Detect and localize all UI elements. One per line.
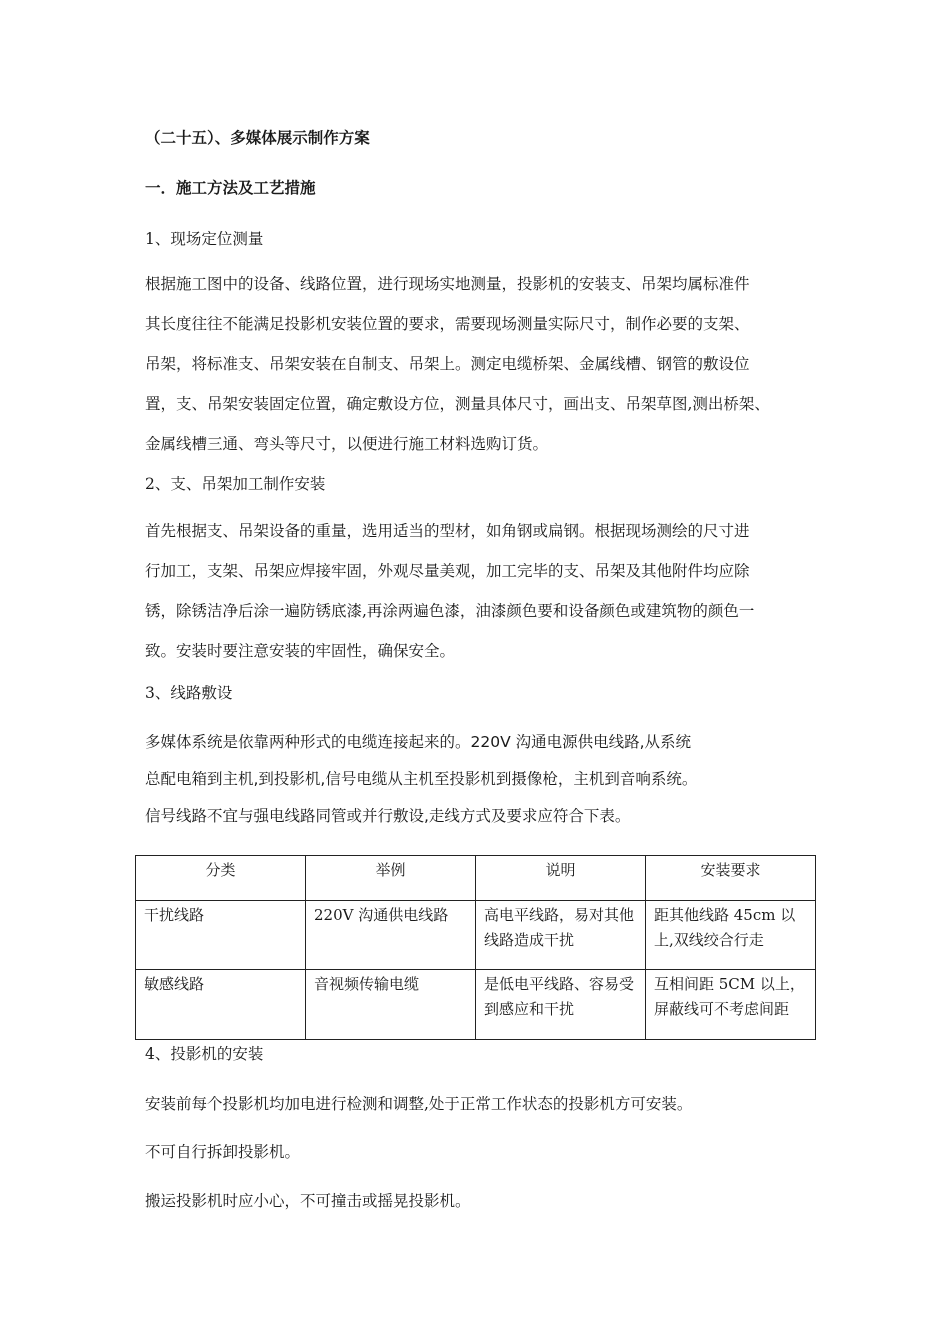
table-cell: 220V 沟通供电线路	[306, 900, 476, 970]
text-line: 首先根据支、吊架设备的重量，选用适当的型材，如角钢或扁钢。根据现场测绘的尺寸进	[145, 522, 750, 540]
subheading-cable-laying: 3、线路敷设	[145, 684, 233, 702]
heading-construction-methods: 一．施工方法及工艺措施	[145, 178, 316, 197]
text-line: 信号线路不宜与强电线路同管或并行敷设,走线方式及要求应符合下表。	[145, 807, 631, 825]
paragraph-cable-laying	[145, 728, 813, 839]
table-header-row	[136, 856, 816, 901]
text-line: 总配电箱到主机,到投影机,信号电缆从主机至投影机到摄像枪，主机到音响系统。	[145, 770, 698, 788]
table-header-cell: 举例	[306, 856, 476, 901]
paragraph-bracket-fabrication	[145, 520, 813, 680]
table-row	[136, 900, 816, 970]
wiring-requirements-table	[135, 855, 816, 1040]
subheading-projector-install: 4、投影机的安装	[145, 1045, 264, 1063]
text-line: 根据施工图中的设备、线路位置，进行现场实地测量，投影机的安装支、吊架均属标准件	[145, 275, 750, 293]
table-cell: 敏感线路	[136, 970, 306, 1040]
table-header-cell: 分类	[136, 856, 306, 901]
text-line: 金属线槽三通、弯头等尺寸，以便进行施工材料选购订货。	[145, 435, 549, 453]
text-line: 置，支、吊架安装固定位置，确定敷设方位，测量具体尺寸，画出支、吊架草图,测出桥架、	[145, 395, 770, 413]
table-header-cell: 安装要求	[646, 856, 816, 901]
table-cell: 干扰线路	[136, 900, 306, 970]
text-line: 多媒体系统是依靠两种形式的电缆连接起来的。220V 沟通电源供电线路,从系统	[145, 733, 692, 751]
text-line: 搬运投影机时应小心，不可撞击或摇晃投影机。	[145, 1192, 471, 1210]
text-line: 吊架，将标准支、吊架安装在自制支、吊架上。测定电缆桥架、金属线槽、钢管的敷设位	[145, 355, 750, 373]
text-line: 安装前每个投影机均加电进行检测和调整,处于正常工作状态的投影机方可安装。	[145, 1095, 693, 1113]
table-cell: 是低电平线路、容易受到感应和干扰	[476, 970, 646, 1040]
table-cell: 互相间距 5CM 以上，屏蔽线可不考虑间距	[646, 970, 816, 1040]
text-line: 行加工，支架、吊架应焊接牢固，外观尽量美观，加工完毕的支、吊架及其他附件均应除	[145, 562, 750, 580]
table-cell: 音视频传输电缆	[306, 970, 476, 1040]
table-header-cell: 说明	[476, 856, 646, 901]
table-cell: 高电平线路，易对其他线路造成干扰	[476, 900, 646, 970]
subheading-site-survey: 1、现场定位测量	[145, 230, 264, 248]
text-line: 其长度往往不能满足投影机安装位置的要求，需要现场测量实际尺寸，制作必要的支架、	[145, 315, 750, 333]
text-line: 锈，除锈洁净后涂一遍防锈底漆,再涂两遍色漆，油漆颜色要和设备颜色或建筑物的颜色一	[145, 602, 755, 620]
subheading-bracket-fabrication: 2、支、吊架加工制作安装	[145, 475, 326, 493]
section-title: （二十五）、多媒体展示制作方案	[145, 128, 370, 147]
table-cell: 距其他线路 45cm 以上,双线绞合行走	[646, 900, 816, 970]
paragraph-site-survey	[145, 273, 813, 473]
table-row	[136, 970, 816, 1040]
text-line: 致。安装时要注意安装的牢固性，确保安全。	[145, 642, 456, 660]
text-line: 不可自行拆卸投影机。	[145, 1143, 301, 1161]
